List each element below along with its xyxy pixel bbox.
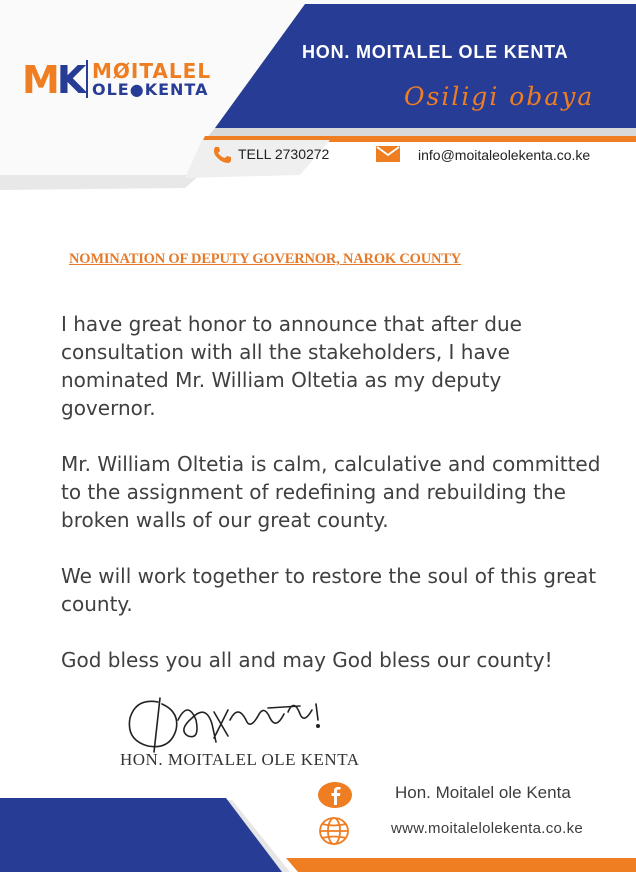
logo-line-1: MØITALEL [92,59,212,83]
facebook-icon[interactable] [317,781,353,809]
signatory-name: HON. MOITALEL OLE KENTA [120,750,360,769]
logo-divider [86,60,88,98]
letter-title: NOMINATION OF DEPUTY GOVERNOR, NAROK COUNTY [69,251,462,267]
paragraph-3: We will work together to restore the soul of this great county. [61,564,597,616]
paragraph-4: God bless you all and may God bless our county! [61,648,553,672]
website-link[interactable]: www.moitalelolekenta.co.ke [391,820,584,837]
facebook-name[interactable]: Hon. Moitalel ole Kenta [395,783,571,802]
logo-line-2: OLE●KENTA [92,80,209,99]
globe-icon[interactable] [318,816,350,846]
envelope-icon [376,146,400,162]
phone-icon [212,146,232,164]
email-address[interactable]: info@moitaleolekenta.co.ke [418,147,591,163]
paragraph-2: Mr. William Oltetia is calm, calculative and committed to the assignment of redefining and rebuilding the broken walls of our great county. [61,452,601,532]
logo-monogram: MK [22,58,84,102]
header-slogan: Osiligi obaya [404,82,595,111]
header-name: HON. MOITALEL OLE KENTA [302,42,569,62]
phone-number[interactable]: TELL 2730272 [238,146,330,162]
paragraph-1: I have great honor to announce that after due consultation with all the stakeholders, I have nominated Mr. William Oltetia as my deputy governor. [61,312,522,420]
